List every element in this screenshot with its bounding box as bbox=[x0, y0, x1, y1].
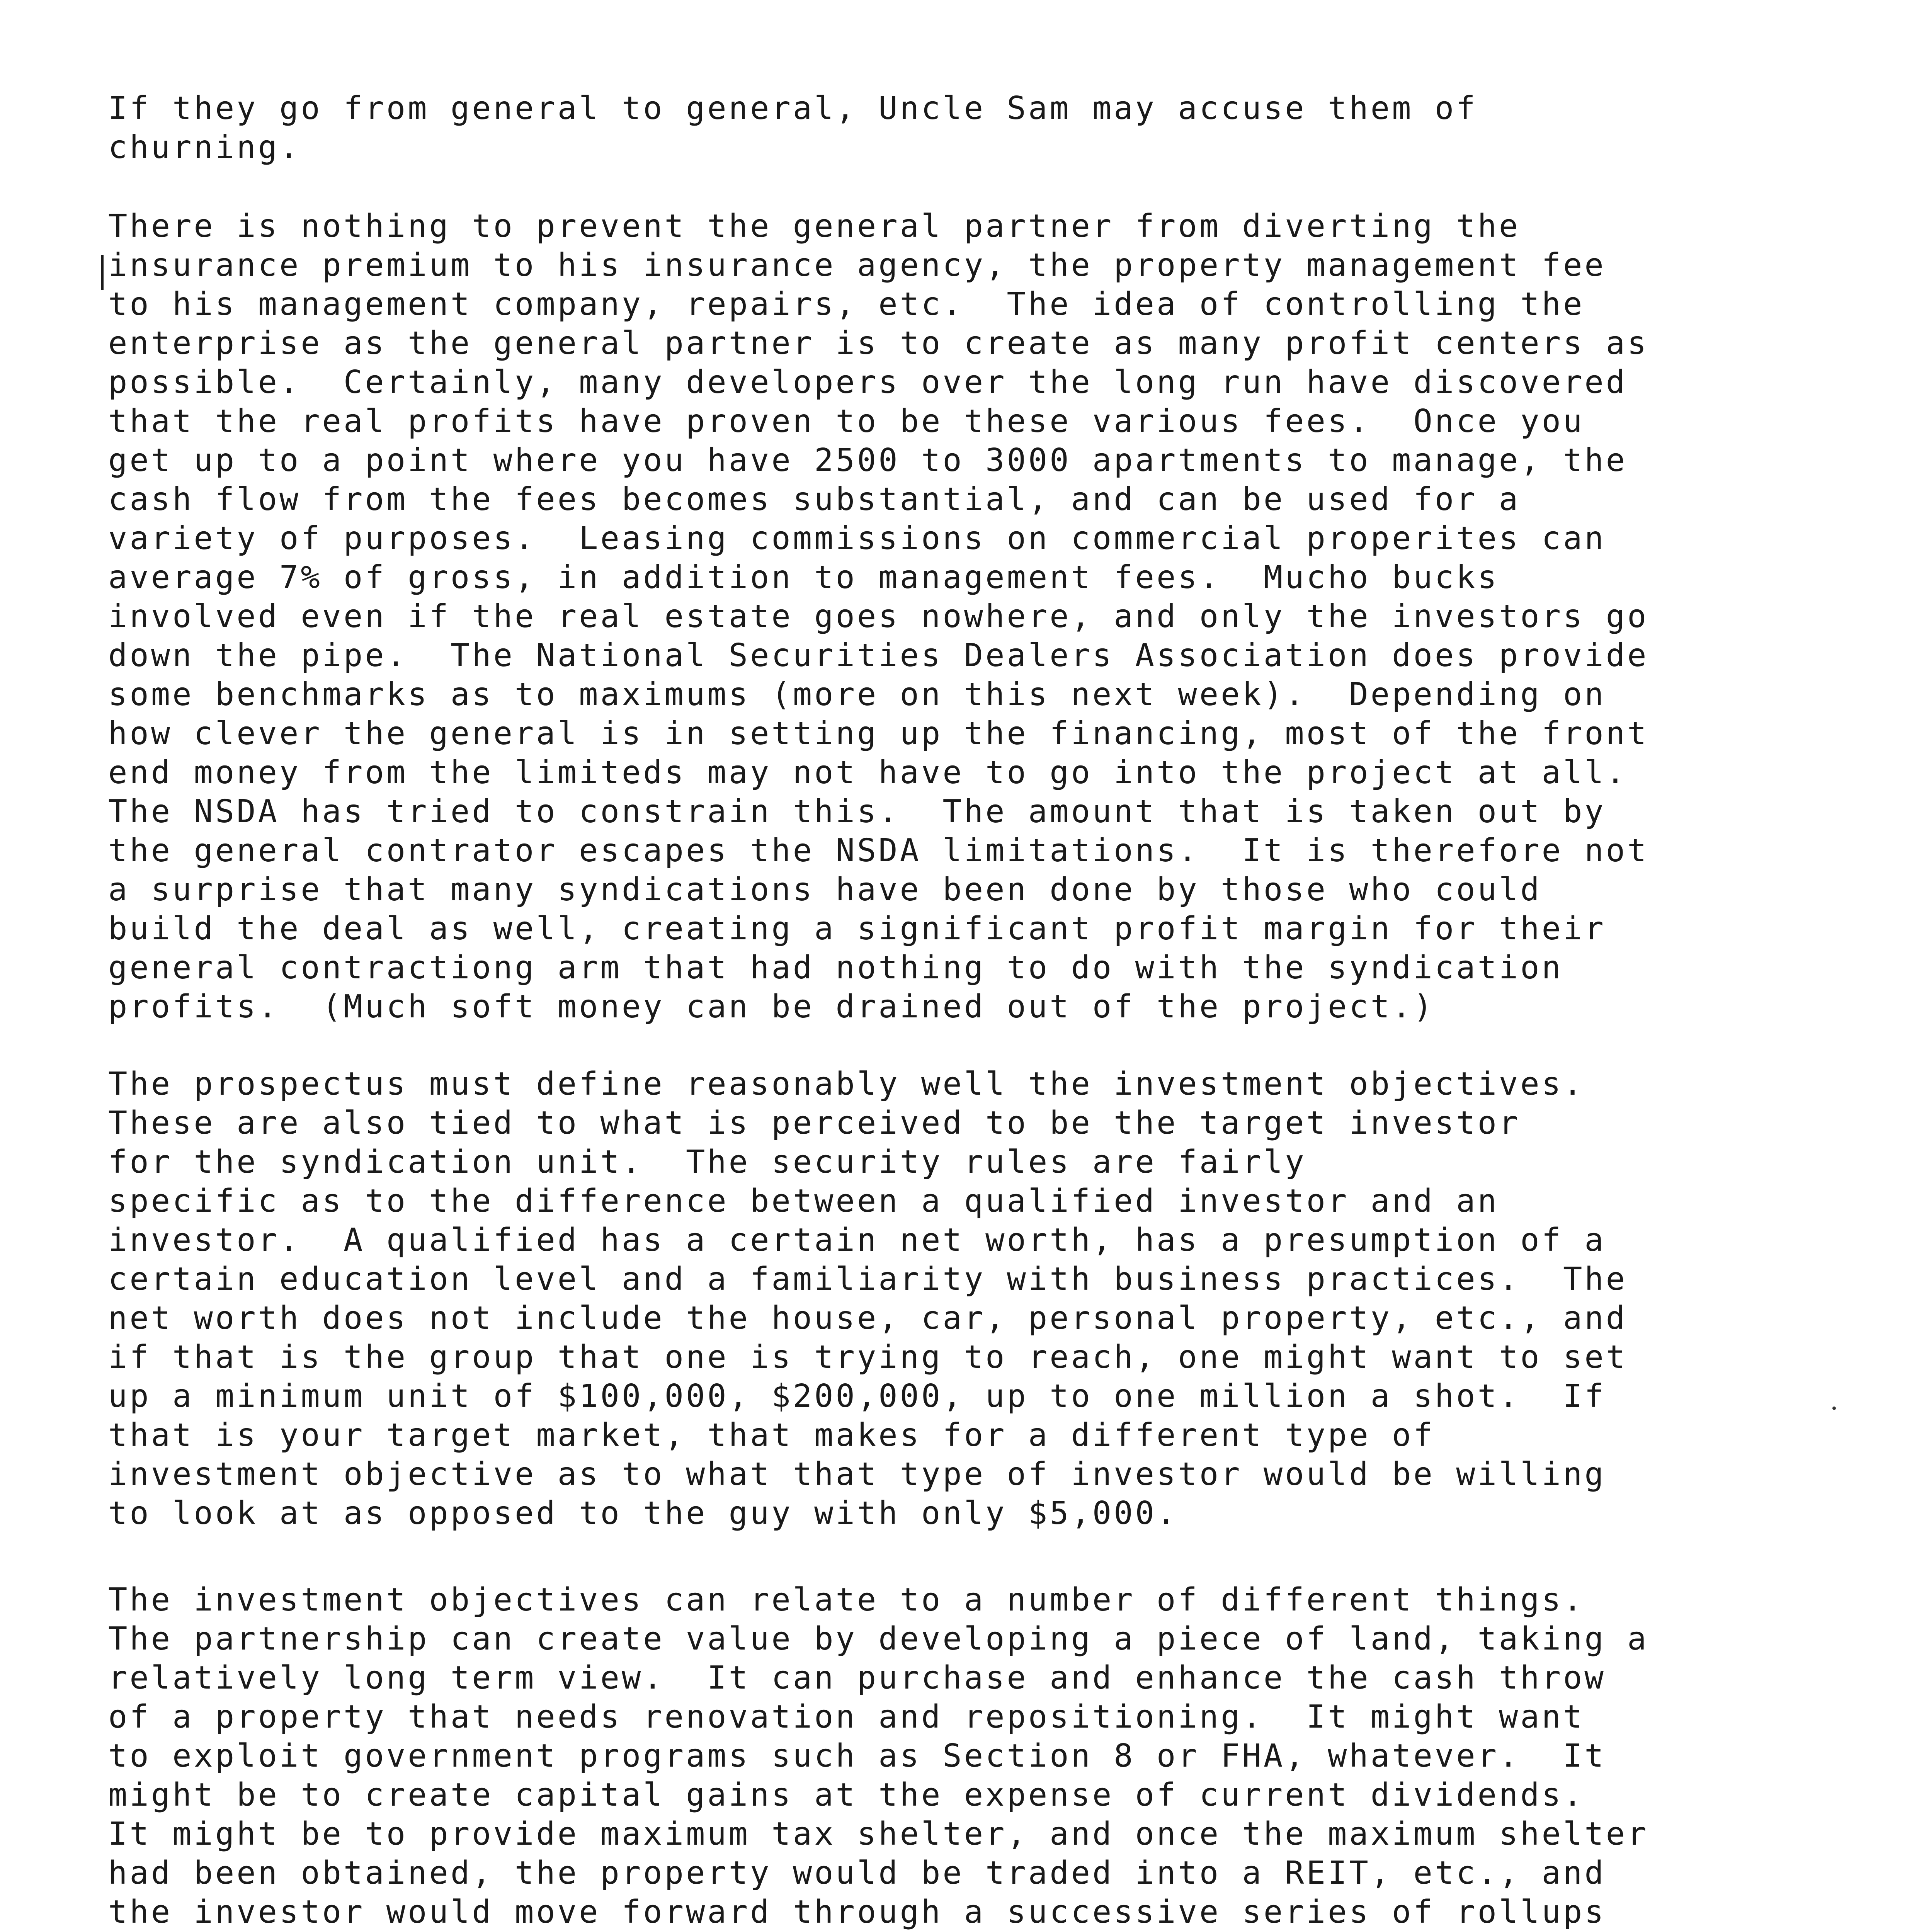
paragraph-3: The prospectus must define reasonably well the investment objectives. These are also tied to what is perceived to be the target investor for the syndication unit. The security rules are fairly specific as to the difference between a qualified investor and an investor. A qualified has a certain net worth, has a presumption of a certain education level and a familiarity with business practices. The net worth does not include the house, car, personal property, etc., and if that is the group that one is trying to reach, one might want to set up a minimum unit of $100,000, $200,000, up to one million a shot. If that is your target market, that makes for a different type of investment objective as to what that type of investor would be willing to look at as opposed to the guy with only $5,000. bbox=[108, 1066, 1628, 1532]
paragraph-2: There is nothing to prevent the general partner from diverting the insurance premium to his insurance agency, the property management fee to his management company, repairs, etc. The idea of controlling the enterprise as the general partner is to create as many profit centers as possible. Certainly, many developers over the long run have discovered that the real profits have proven to be these various fees. Once you get up to a point where you have 2500 to 3000 apartments to manage, the cash flow from the fees becomes substantial, and can be used for a variety of purposes. Leasing commissions on commercial properites can average 7% of gross, in addition to management fees. Mucho bucks involved even if the real estate goes nowhere, and only the investors go down the pipe. The National Securities Dealers Association does provide some benchmarks as to maximums (more on this next week). Depending on how clever the general is in setting up the financing, most of the front end money from the limiteds may not have to go into the project at all. The NSDA has tried to constrain this. The amount that is taken out by the general contrator escapes the NSDA limitations. It is therefore not a surprise that many syndications have been done by those who could build the deal as well, creating a significant profit margin for their general contractiong arm that had nothing to do with the syndication profits. (Much soft money can be drained out of the project.) bbox=[108, 208, 1649, 1025]
paragraph-1: If they go from general to general, Uncle Sam may accuse them of churning. bbox=[108, 90, 1478, 166]
paragraph-4: The investment objectives can relate to a number of different things. The partnership can create value by developing a piece of land, taking a relatively long term view. It can purchase and enhance the cash throw of a property that needs renovation and repositioning. It might want to exploit government programs such as Section 8 or FHA, whatever. It might be to create capital gains at the expense of current dividends. It might be to provide maximum tax shelter, and once the maximum shelter had been obtained, the property would be traded into a REIT, etc., and the investor would move forward through a successive series of rollups bbox=[108, 1582, 1649, 1930]
margin-bar-mark bbox=[101, 255, 104, 290]
